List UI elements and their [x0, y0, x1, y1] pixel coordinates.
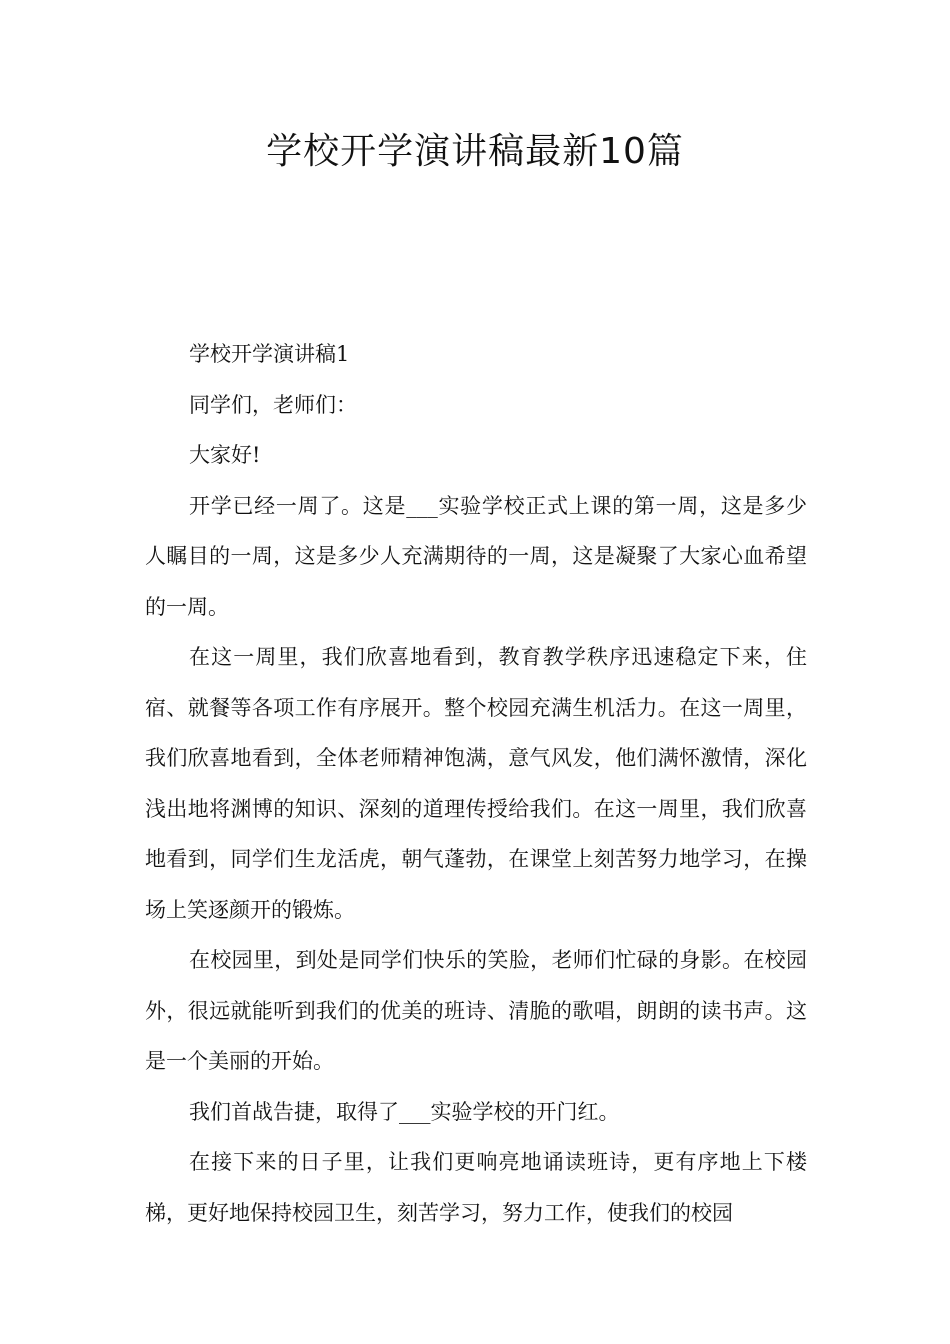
greeting: 大家好! — [189, 443, 261, 467]
document-title: 学校开学演讲稿最新10篇 — [266, 131, 684, 172]
body-paragraph: 在这一周里，我们欣喜地看到，教育教学秩序迅速稳定下来，住宿、就餐等各项工作有序展开。整个校园充满生机活力。在这一周里，我们欣喜地看到，全体老师精神饱满，意气风发，他们满怀激情，深化浅出地将渊博的知识、深刻的道理传授给我们。在这一周里，我们欣喜地看到，同学们生龙活虎，朝气蓬勃，在课堂上刻苦努力地学习，在操场上笑逐颜开的锻炼。 — [145, 645, 807, 922]
document-body — [145, 329, 807, 1238]
body-paragraph: 在接下来的日子里，让我们更响亮地诵读班诗，更有序地上下楼梯，更好地保持校园卫生，刻苦学习，努力工作，使我们的校园 — [145, 1150, 807, 1225]
body-paragraph: 在校园里，到处是同学们快乐的笑脸，老师们忙碌的身影。在校园外，很远就能听到我们的优美的班诗、清脆的歌唱，朗朗的读书声。这是一个美丽的开始。 — [145, 948, 807, 1073]
section-heading: 学校开学演讲稿1 — [189, 342, 350, 366]
salutation: 同学们，老师们： — [189, 392, 357, 417]
body-paragraph: 我们首战告捷，取得了___实验学校的开门红。 — [189, 1099, 620, 1124]
body-paragraph: 开学已经一周了。这是___实验学校正式上课的第一周，这是多少人瞩目的一周，这是多少人充满期待的一周，这是凝聚了大家心血希望的一周。 — [145, 493, 807, 619]
